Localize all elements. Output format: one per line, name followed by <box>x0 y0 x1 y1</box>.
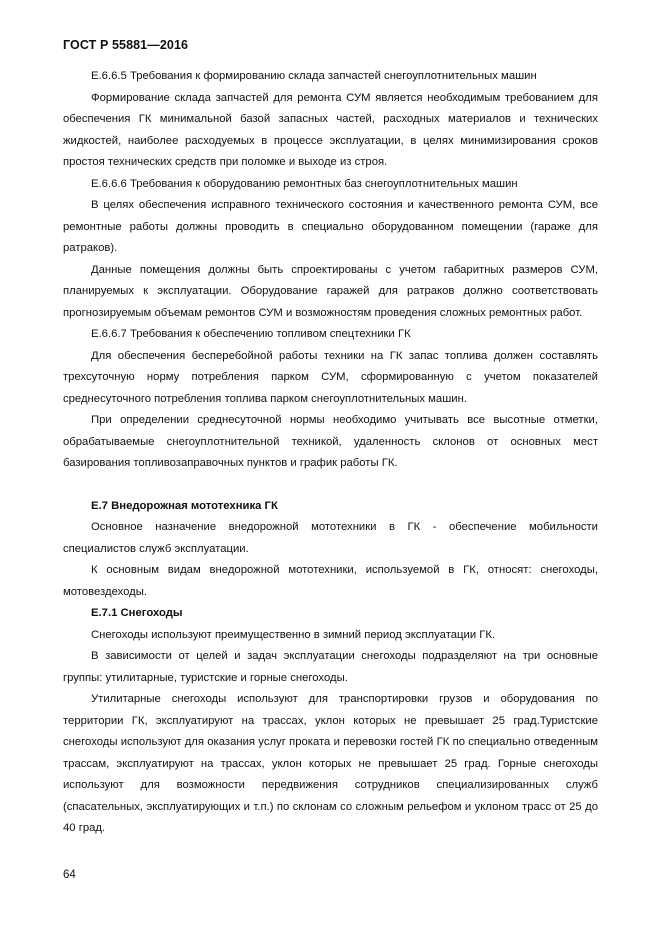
section-heading: Е.7.1 Снегоходы <box>91 607 183 619</box>
page-number: 64 <box>63 869 76 881</box>
paragraph: В целях обеспечения исправного технического состояния и качественного ремонта СУМ, все ремонтные работы должны проводить в специально оборудованном помещении (гараже для ратраков). <box>63 199 598 254</box>
paragraph: Для обеспечения бесперебойной работы техники на ГК запас топлива должен составлять трехсуточную норму потребления парком СУМ, сформированную с учетом показателей среднесуточного потребления топлива парком снегоуплотнительных машин. <box>63 349 598 405</box>
paragraph: Основное назначение внедорожной мототехники в ГК - обеспечение мобильности специалистов служб эксплуатации. <box>63 521 598 555</box>
paragraph: К основным видам внедорожной мототехники, используемой в ГК, относят: снегоходы, мотовездеходы. <box>63 564 598 598</box>
document-body <box>63 66 598 840</box>
paragraph: Данные помещения должны быть спроектированы с учетом габаритных размеров СУМ, планируемых к эксплуатации. Оборудование гаражей для ратраков должно соответствовать прогнозируемым объемам ремонтов СУМ и возможностям проведения сложных ремонтных работ. <box>63 263 598 319</box>
paragraph: Утилитарные снегоходы используют для транспортировки грузов и оборудования по территории ГК, эксплуатируют на трассах, уклон которых не превышает 25 град.Туристские снегоходы используют для оказания услуг проката и перевозки гостей ГК по специально отведенным трассам, эксплуатируют на трассах, уклон которых не превышает 25 град. Горные снегоходы используют для возможности передвижения сотрудников специализированных служб (спасательных, эксплуатирующих и т.п.) по склонам со сложным рельефом и уклоном трасс от 25 до 40 град. <box>63 693 598 834</box>
paragraph: Е.6.6.6 Требования к оборудованию ремонтных баз снегоуплотнительных машин <box>91 177 518 190</box>
paragraph: Е.6.6.7 Требования к обеспечению топливом спецтехники ГК <box>91 328 411 340</box>
section-heading: Е.7 Внедорожная мототехника ГК <box>91 499 278 512</box>
paragraph: Формирование склада запчастей для ремонта СУМ является необходимым требованием для обеспечения ГК минимальной базой запасных частей, расходных материалов и технических жидкостей, наиболее расходуемых в процессе эксплуатации, в целях минимизирования сроков простоя технических средств при поломке и выходе из строя. <box>63 91 598 168</box>
paragraph: При определении среднесуточной нормы необходимо учитывать все высотные отметки, обрабатываемые снегоуплотнительной техникой, удаленность склонов от основных мест базирования топливозаправочных пунктов и график работы ГК. <box>63 414 598 469</box>
paragraph: Снегоходы используют преимущественно в зимний период эксплуатации ГК. <box>91 628 496 641</box>
paragraph: В зависимости от целей и задач эксплуатации снегоходы подразделяют на три основные группы: утилитарные, туристские и горные снегоходы. <box>63 650 598 684</box>
document-header: ГОСТ Р 55881—2016 <box>63 38 189 52</box>
paragraph: Е.6.6.5 Требования к формированию склада запчастей снегоуплотнительных машин <box>91 70 537 82</box>
